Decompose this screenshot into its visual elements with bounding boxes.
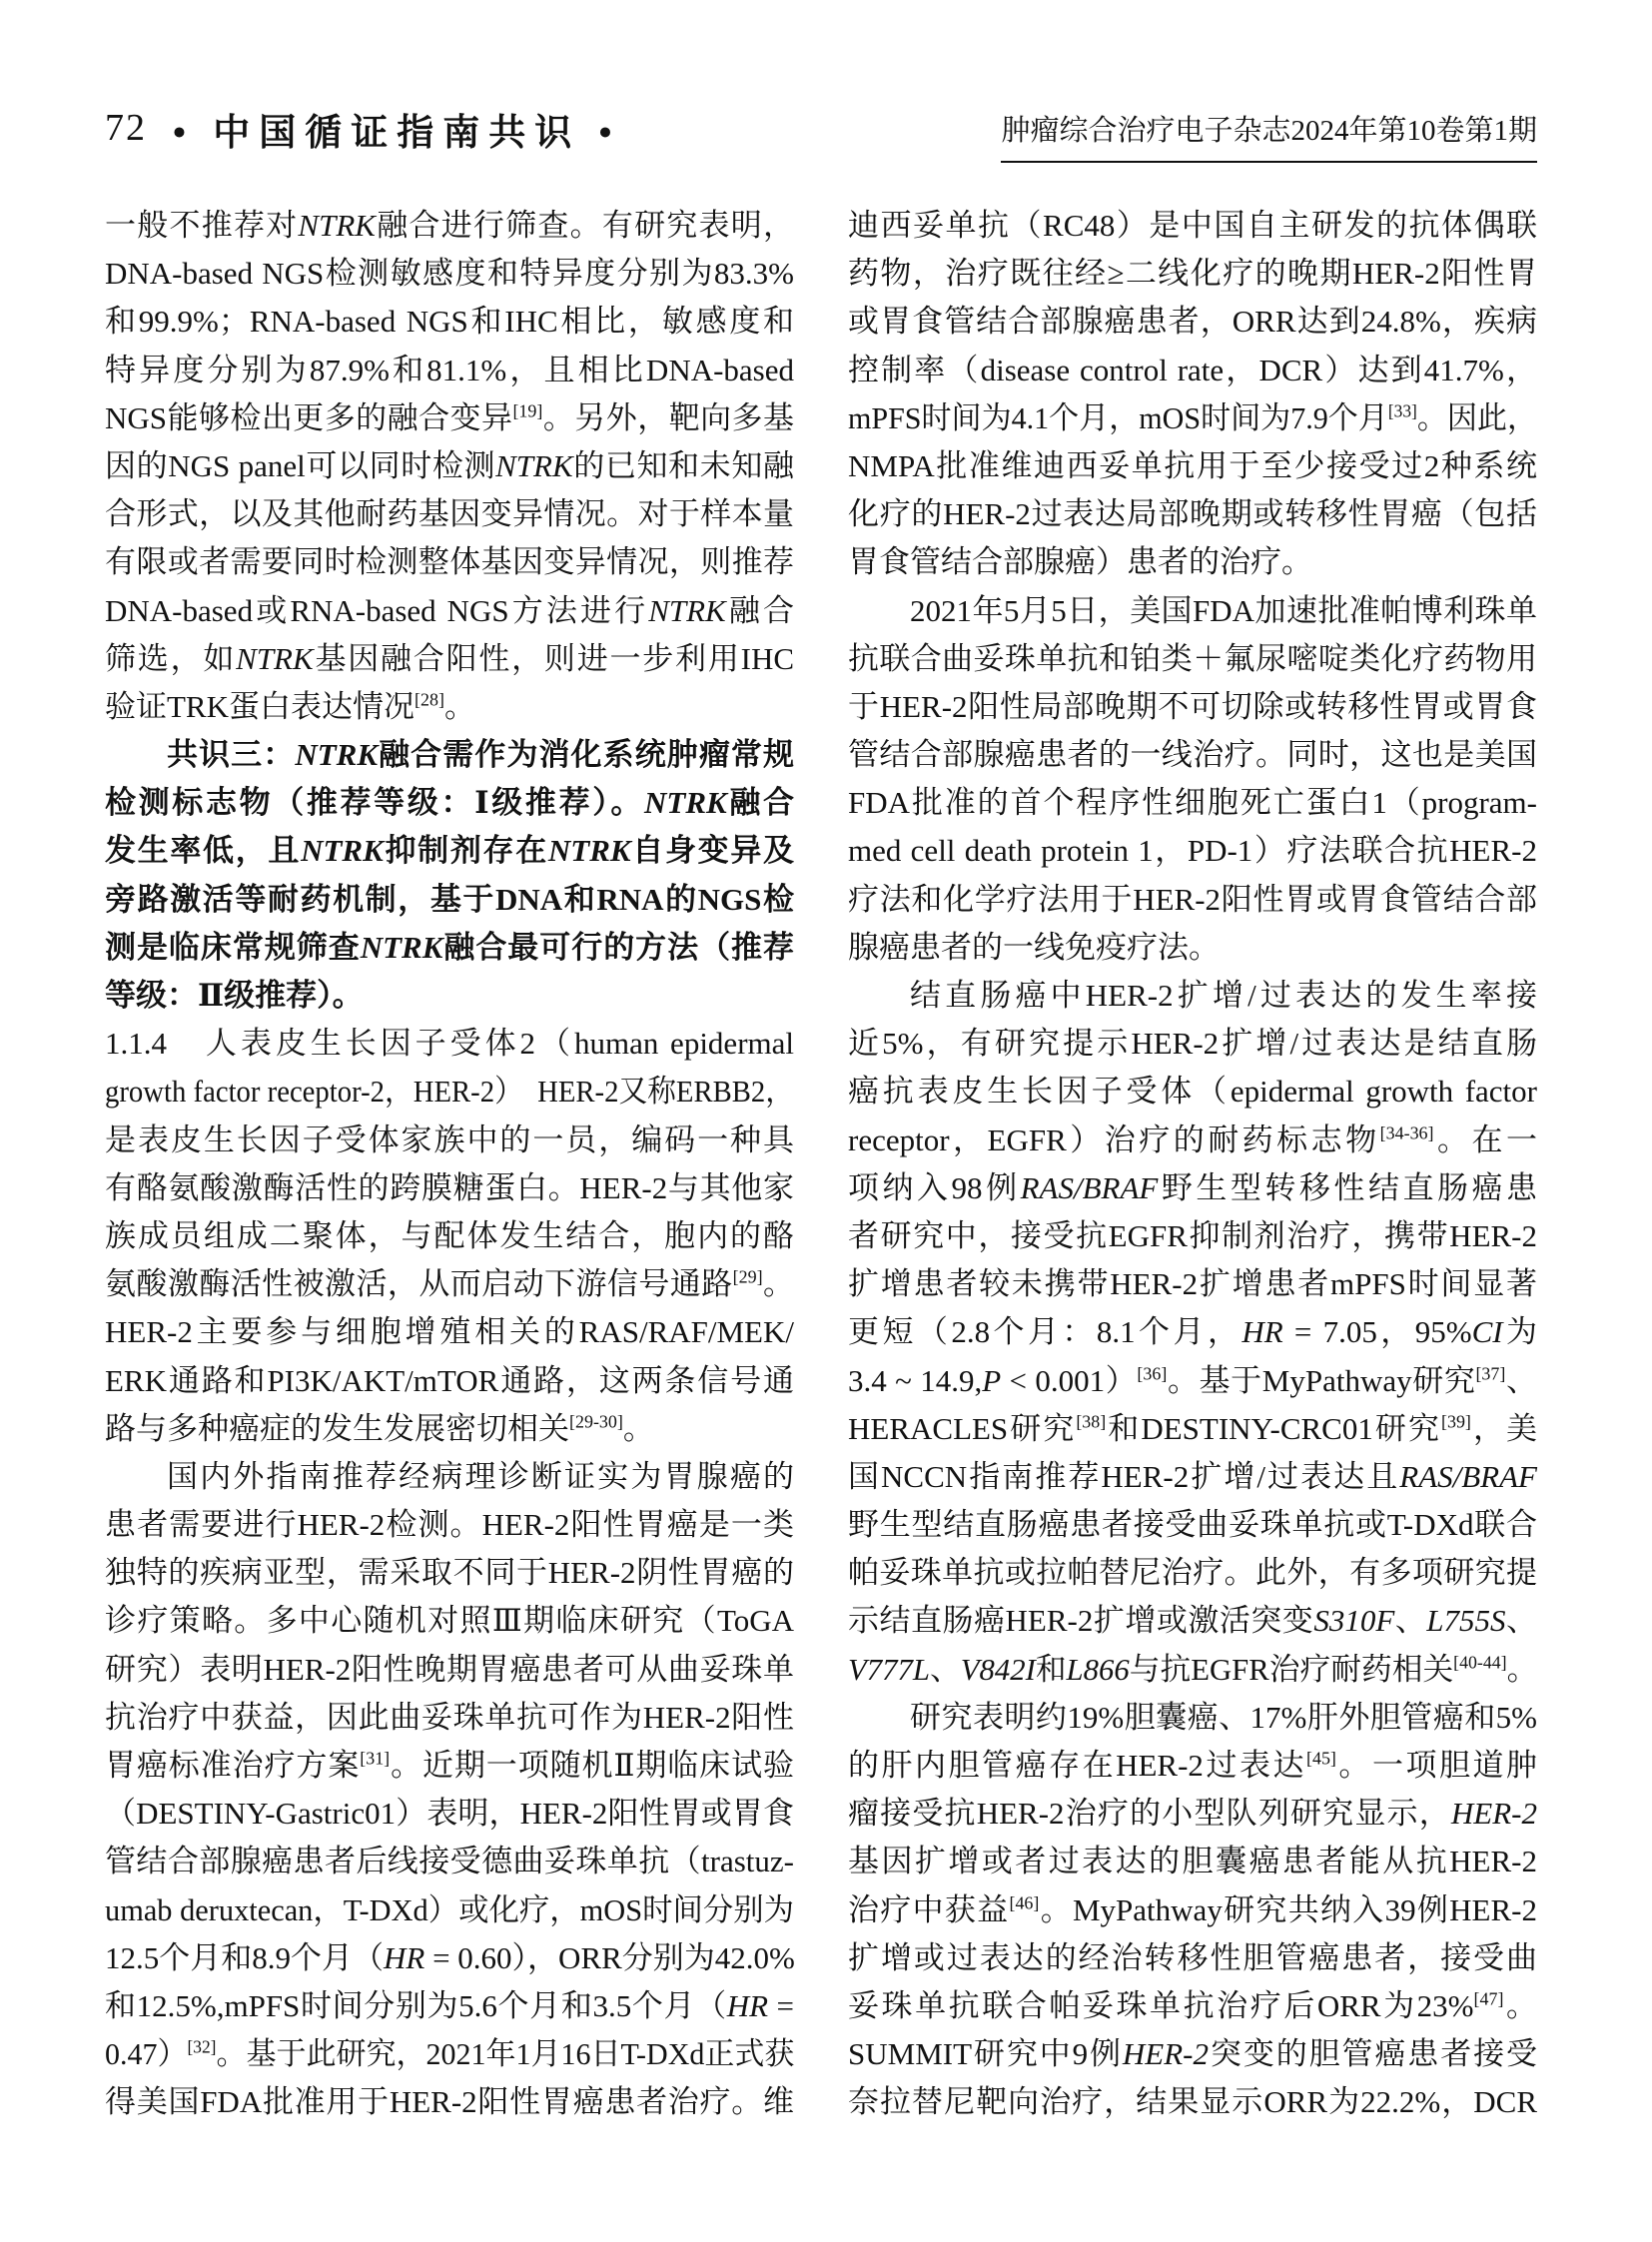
page-header [105, 100, 1537, 170]
text-line: FDA批准的首个程序性细胞死亡蛋白1（program- [848, 785, 1537, 821]
text-line: 药物，治疗既往经≥二线化疗的晚期HER-2阳性胃 [848, 256, 1537, 292]
text-line: 1.1.4 人表皮生长因子受体2（human epidermal [105, 1026, 794, 1062]
text-line: 癌抗表皮生长因子受体（epidermal growth factor [848, 1074, 1537, 1110]
text-line: receptor，EGFR）治疗的耐药标志物[34-36]。在一 [848, 1121, 1537, 1157]
text-line: 化疗的HER-2过表达局部晚期或转移性胃癌（包括 [848, 496, 1537, 532]
text-line: 的肝内胆管癌存在HER-2过表达[45]。一项胆道肿 [848, 1748, 1537, 1783]
text-line: SUMMIT研究中9例HER-2突变的胆管癌患者接受 [848, 2036, 1538, 2072]
text-line: 12.5个月和8.9个月（HR = 0.60），ORR分别为42.0% [105, 1939, 795, 1975]
text-line: 妥珠单抗联合帕妥珠单抗治疗后ORR为23%[47]。 [848, 1987, 1538, 2023]
text-line: 合形式，以及其他耐药基因变异情况。对于样本量 [105, 496, 794, 532]
text-line: mPFS时间为4.1个月，mOS时间为7.9个月[33]。因此， [848, 399, 1538, 435]
text-line: 有限或者需要同时检测整体基因变异情况，则推荐 [105, 544, 794, 580]
text-line: 结直肠癌中HER-2扩增/过表达的发生率接 [910, 978, 1537, 1013]
text-line: umab deruxtecan，T-DXd）或化疗，mOS时间分别为 [105, 1891, 795, 1927]
text-line: 奈拉替尼靶向治疗，结果显示ORR为22.2%，DCR [848, 2084, 1537, 2120]
text-line: 野生型结直肠癌患者接受曲妥珠单抗或T-DXd联合 [848, 1507, 1537, 1543]
page-number: 72 [105, 107, 147, 149]
text-line: 3.4 ~ 14.9,P < 0.001）[36]。基于MyPathway研究[37]、 [848, 1362, 1538, 1398]
text-line: 等级：Ⅱ级推荐）。 [105, 978, 364, 1013]
text-line: 抗联合曲妥珠单抗和铂类＋氟尿嘧啶类化疗药物用 [848, 640, 1537, 676]
text-line: 近5%，有研究提示HER-2扩增/过表达是结直肠 [848, 1026, 1537, 1062]
text-line: 于HER-2阳性局部晚期不可切除或转移性胃或胃食 [848, 688, 1537, 724]
text-line: 更短（2.8个月：8.1个月，HR = 7.05，95%CI为 [848, 1314, 1538, 1350]
journal-issue-info: 肿瘤综合治疗电子杂志2024年第10卷第1期 [1001, 108, 1537, 163]
text-line: 管结合部腺癌患者的一线治疗。同时，这也是美国 [848, 737, 1537, 773]
text-line: 共识三：NTRK融合需作为消化系统肿瘤常规 [167, 737, 795, 773]
text-line: NMPA批准维迪西妥单抗用于至少接受过2种系统 [848, 447, 1537, 483]
text-line: 得美国FDA批准用于HER-2阳性胃癌患者治疗。维 [105, 2084, 794, 2120]
text-line: 示结直肠癌HER-2扩增或激活突变S310F、L755S、 [848, 1603, 1537, 1639]
text-line: 瘤接受抗HER-2治疗的小型队列研究显示，HER-2 [848, 1796, 1537, 1832]
text-line: 旁路激活等耐药机制，基于DNA和RNA的NGS检 [105, 881, 794, 917]
text-line: ERK通路和PI3K/AKT/mTOR通路，这两条信号通 [105, 1362, 794, 1398]
text-line: 患者需要进行HER-2检测。HER-2阳性胃癌是一类 [105, 1507, 794, 1543]
journal-section-title: • 中国循证指南共识 • [173, 113, 621, 154]
text-line: 测是临床常规筛查NTRK融合最可行的方法（推荐 [105, 929, 795, 965]
text-line: 有酪氨酸激酶活性的跨膜糖蛋白。HER-2与其他家 [105, 1169, 794, 1205]
text-line: 独特的疾病亚型，需采取不同于HER-2阴性胃癌的 [105, 1555, 794, 1591]
text-line: 路与多种癌症的发生发展密切相关[29-30]。 [105, 1410, 654, 1446]
text-line: 治疗中获益[46]。MyPathway研究共纳入39例HER-2 [848, 1891, 1537, 1927]
text-line: 或胃食管结合部腺癌患者，ORR达到24.8%，疾病 [848, 304, 1537, 340]
text-line: 0.47）[32]。基于此研究，2021年1月16日T-DXd正式获 [105, 2036, 795, 2072]
text-line: 扩增或过表达的经治转移性胆管癌患者，接受曲 [848, 1939, 1537, 1975]
text-line: 项纳入98例RAS/BRAF野生型转移性结直肠癌患 [848, 1169, 1538, 1205]
text-line: 者研究中，接受抗EGFR抑制剂治疗，携带HER-2 [848, 1217, 1537, 1253]
text-line: DNA-based NGS检测敏感度和特异度分别为83.3% [105, 256, 794, 292]
text-line: 发生率低，且NTRK抑制剂存在NTRK自身变异及 [105, 833, 795, 869]
text-line: 国NCCN指南推荐HER-2扩增/过表达且RAS/BRAF [848, 1458, 1537, 1494]
text-line: 管结合部腺癌患者后线接受德曲妥珠单抗（trastuz- [105, 1844, 794, 1879]
column-left [105, 202, 794, 2127]
text-line: 基因扩增或者过表达的胆囊癌患者能从抗HER-2 [848, 1844, 1537, 1879]
text-line: 检测标志物（推荐等级：Ⅰ级推荐）。NTRK融合 [105, 785, 795, 821]
column-right [848, 202, 1537, 2127]
text-line: 筛选，如NTRK基因融合阳性，则进一步利用IHC [105, 640, 795, 676]
text-line: 验证TRK蛋白表达情况[28]。 [105, 688, 475, 724]
text-line: 疗法和化学疗法用于HER-2阳性胃或胃食管结合部 [848, 881, 1537, 917]
text-line: 帕妥珠单抗或拉帕替尼治疗。此外，有多项研究提 [848, 1555, 1537, 1591]
text-line: 一般不推荐对NTRK融合进行筛查。有研究表明， [105, 208, 795, 243]
text-line: HER-2主要参与细胞增殖相关的RAS/RAF/MEK/ [105, 1314, 794, 1350]
text-line: 2021年5月5日，美国FDA加速批准帕博利珠单 [910, 592, 1537, 628]
text-line: growth factor receptor-2，HER-2） HER-2又称ERBB2， [105, 1074, 794, 1110]
text-line: 研究表明约19%胆囊癌、17%肝外胆管癌和5% [910, 1699, 1537, 1735]
text-line: 和99.9%；RNA-based NGS和IHC相比，敏感度和 [105, 304, 794, 340]
text-line: HERACLES研究[38]和DESTINY-CRC01研究[39]，美 [848, 1410, 1538, 1446]
text-line: 胃癌标准治疗方案[31]。近期一项随机Ⅱ期临床试验 [105, 1748, 794, 1783]
text-line: 因的NGS panel可以同时检测NTRK的已知和未知融 [105, 447, 794, 483]
text-line: 族成员组成二聚体，与配体发生结合，胞内的酪 [105, 1217, 794, 1253]
text-line: DNA-based或RNA-based NGS方法进行NTRK融合 [105, 592, 794, 628]
text-line: 和12.5%,mPFS时间分别为5.6个月和3.5个月（HR = [105, 1987, 794, 2023]
text-line: 特异度分别为87.9%和81.1%，且相比DNA-based [105, 352, 794, 387]
text-line: 是表皮生长因子受体家族中的一员，编码一种具 [105, 1121, 794, 1157]
text-line: （DESTINY-Gastric01）表明，HER-2阳性胃或胃食 [105, 1796, 794, 1832]
text-line: 腺癌患者的一线免疫疗法。 [848, 929, 1220, 965]
text-line: 扩增患者较未携带HER-2扩增患者mPFS时间显著 [848, 1266, 1537, 1302]
text-line: V777L、V842I和L866与抗EGFR治疗耐药相关[40-44]。 [848, 1651, 1538, 1687]
text-line: NGS能够检出更多的融合变异[19]。另外，靶向多基 [105, 399, 795, 435]
text-line: 迪西妥单抗（RC48）是中国自主研发的抗体偶联 [848, 208, 1537, 243]
text-line: 控制率（disease control rate，DCR）达到41.7%， [848, 352, 1537, 387]
text-line: 研究）表明HER-2阳性晚期胃癌患者可从曲妥珠单 [105, 1651, 794, 1687]
text-line: 国内外指南推荐经病理诊断证实为胃腺癌的 [167, 1458, 794, 1494]
text-line: 氨酸激酶活性被激活，从而启动下游信号通路[29]。 [105, 1266, 795, 1302]
text-line: 诊疗策略。多中心随机对照Ⅲ期临床研究（ToGA [105, 1603, 794, 1639]
text-line: 胃食管结合部腺癌）患者的治疗。 [848, 544, 1312, 580]
text-line: med cell death protein 1，PD-1）疗法联合抗HER-2 [848, 833, 1537, 869]
text-line: 抗治疗中获益，因此曲妥珠单抗可作为HER-2阳性 [105, 1699, 794, 1735]
